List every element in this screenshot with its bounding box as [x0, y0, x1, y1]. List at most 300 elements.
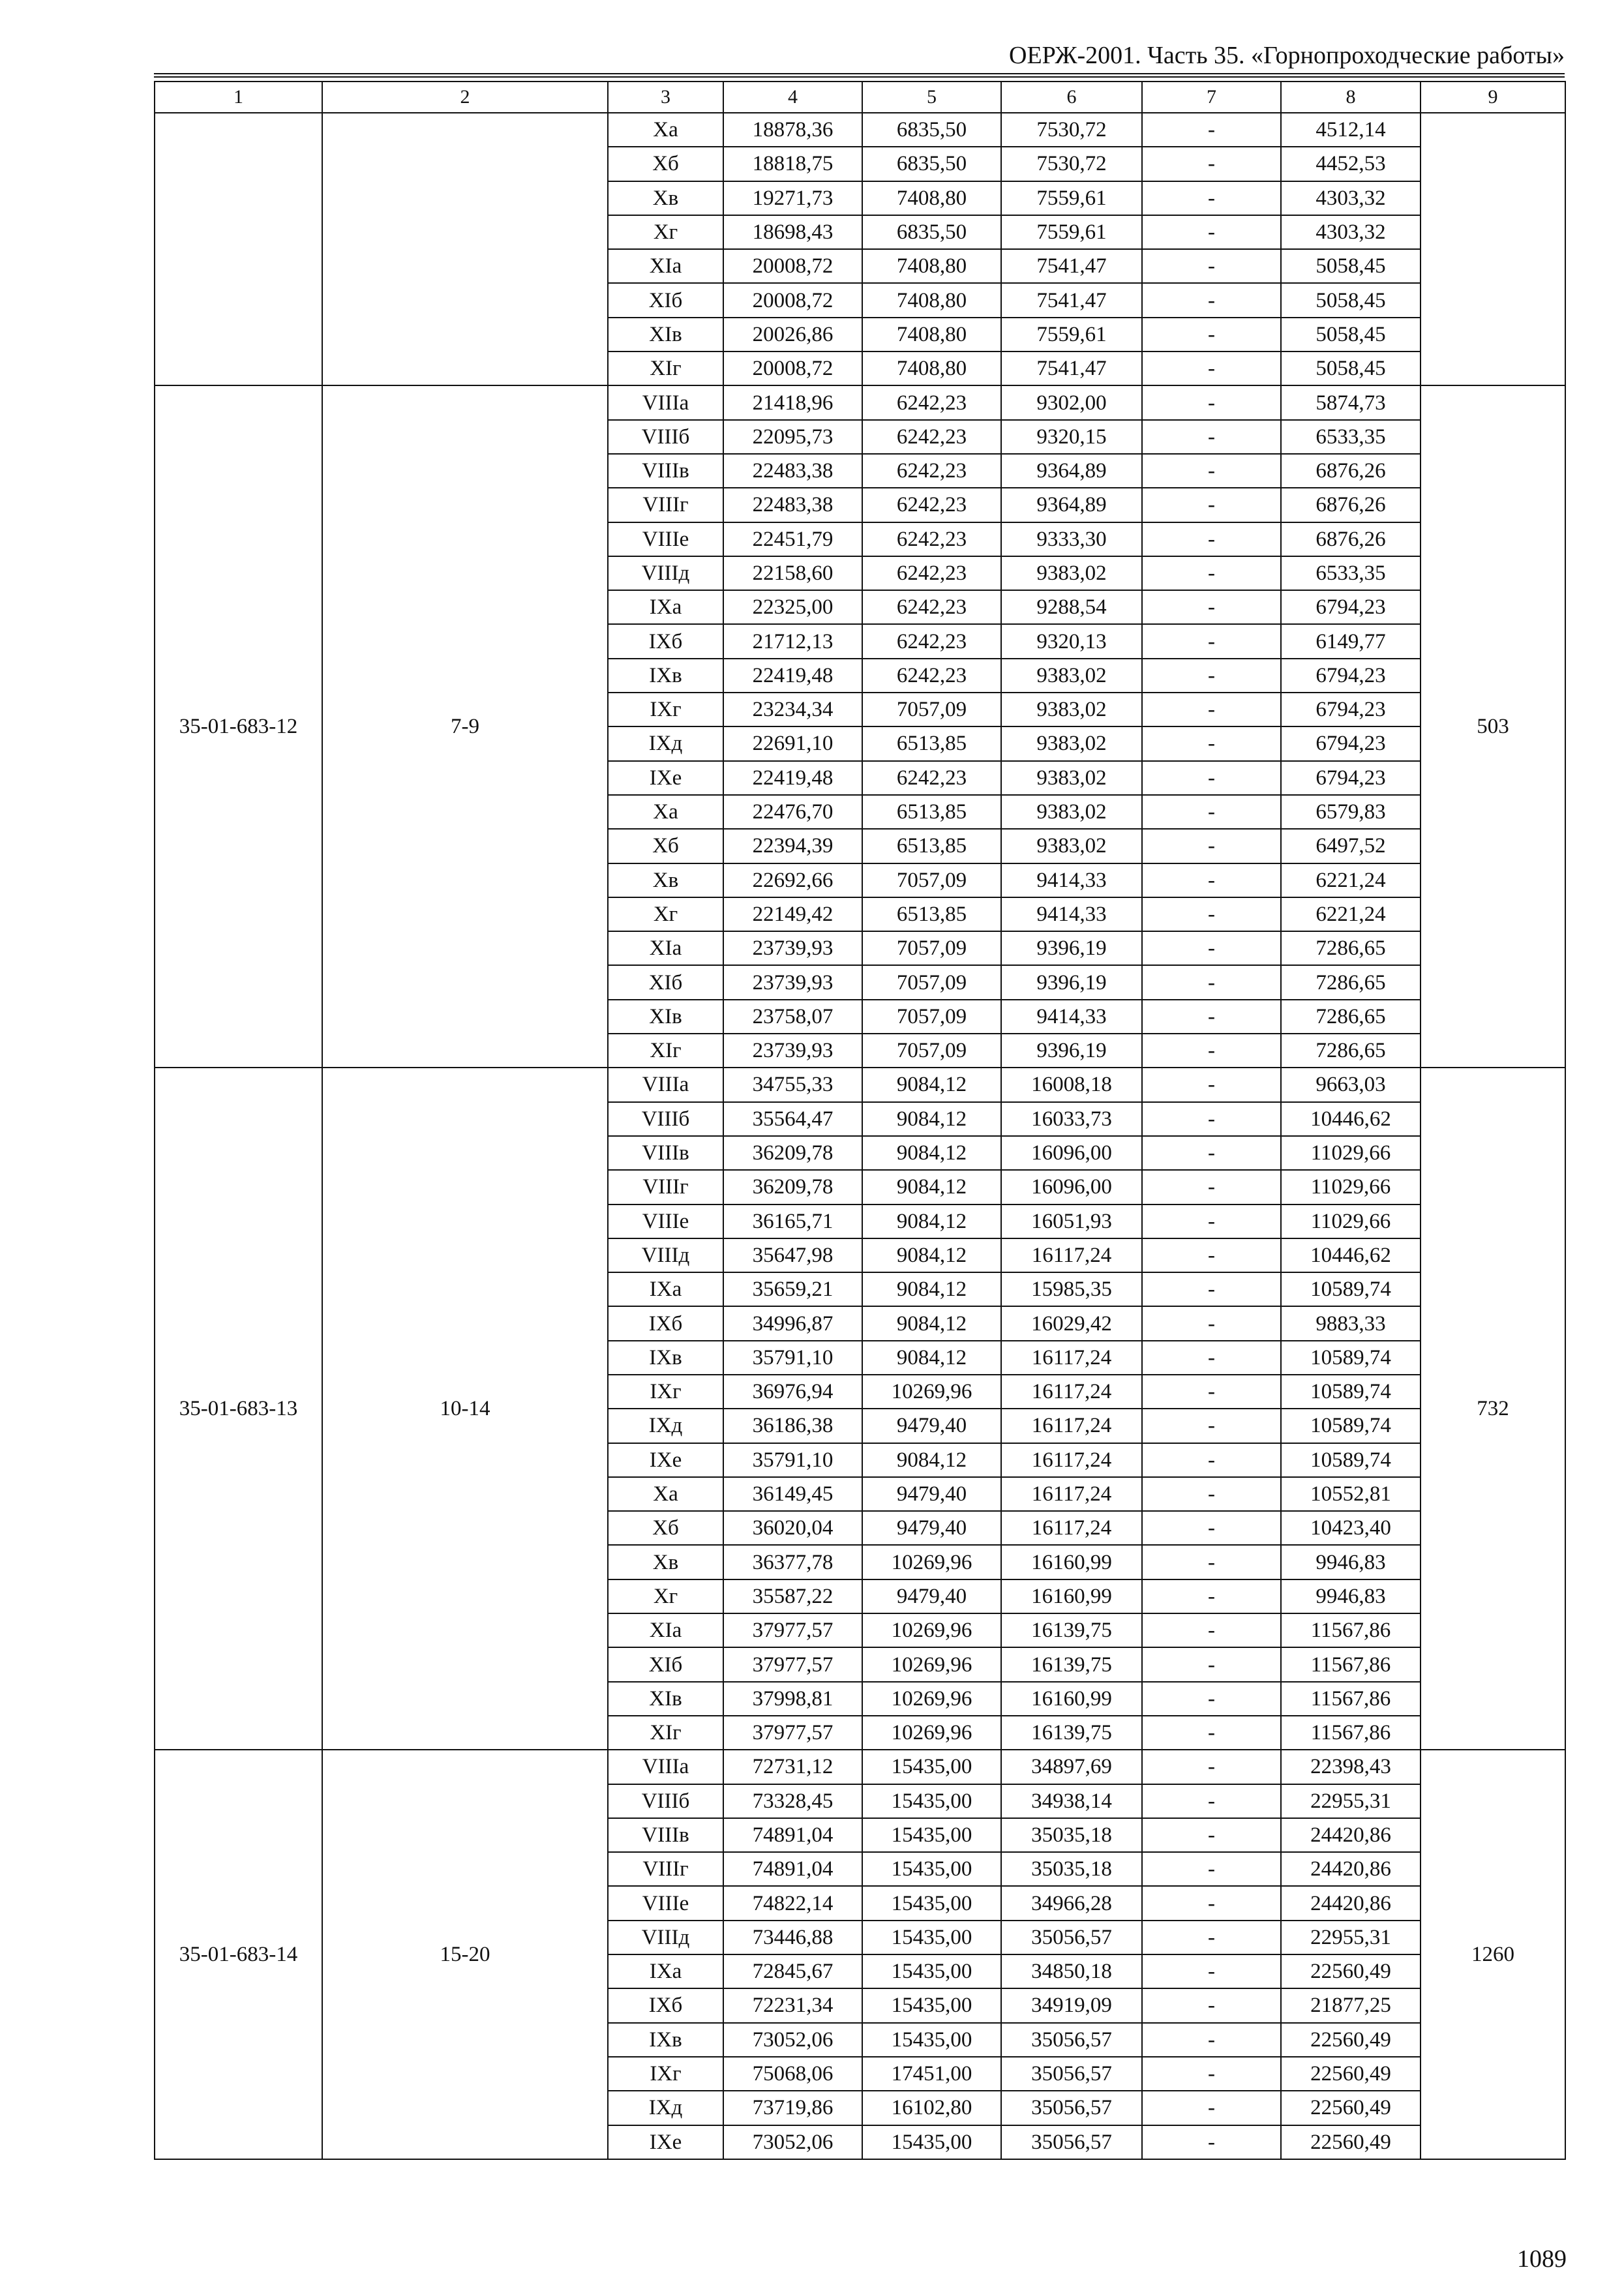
wages-cell: 15435,00 — [862, 1852, 1001, 1886]
range-cell — [322, 113, 608, 385]
wages-cell: 15435,00 — [862, 1784, 1001, 1818]
machines-cell: 9383,02 — [1001, 693, 1142, 726]
wages-cell: 15435,00 — [862, 1818, 1001, 1852]
materials-cell: 6794,23 — [1281, 693, 1421, 726]
total-cost-cell: 75068,06 — [723, 2057, 862, 2091]
machines-cell: 7541,47 — [1001, 283, 1142, 317]
total-cost-cell: 37998,81 — [723, 1682, 862, 1716]
machinists-wages-cell: - — [1142, 488, 1281, 522]
category-cell: IXб — [608, 624, 723, 658]
total-cost-cell: 73719,86 — [723, 2091, 862, 2125]
column9-cell: 1260 — [1421, 1750, 1565, 2159]
wages-cell: 9479,40 — [862, 1409, 1001, 1443]
wages-cell: 9479,40 — [862, 1511, 1001, 1545]
total-cost-cell: 35791,10 — [723, 1341, 862, 1375]
materials-cell: 6794,23 — [1281, 659, 1421, 693]
machines-cell: 7541,47 — [1001, 249, 1142, 283]
range-cell: 10-14 — [322, 1068, 608, 1750]
materials-cell: 10423,40 — [1281, 1511, 1421, 1545]
machinists-wages-cell: - — [1142, 1375, 1281, 1409]
machines-cell: 9396,19 — [1001, 1034, 1142, 1068]
machines-cell: 7530,72 — [1001, 113, 1142, 147]
wages-cell: 7408,80 — [862, 283, 1001, 317]
materials-cell: 5874,73 — [1281, 385, 1421, 419]
category-cell: Xв — [608, 181, 723, 215]
wages-cell: 9084,12 — [862, 1068, 1001, 1101]
wages-cell: 10269,96 — [862, 1375, 1001, 1409]
machines-cell: 7559,61 — [1001, 215, 1142, 249]
category-cell: VIIIд — [608, 556, 723, 590]
category-cell: VIIIг — [608, 1170, 723, 1204]
wages-cell: 7408,80 — [862, 249, 1001, 283]
machines-cell: 9333,30 — [1001, 522, 1142, 556]
total-cost-cell: 22451,79 — [723, 522, 862, 556]
category-cell: IXe — [608, 1443, 723, 1477]
total-cost-cell: 23739,93 — [723, 965, 862, 999]
total-cost-cell: 36976,94 — [723, 1375, 862, 1409]
materials-cell: 6794,23 — [1281, 726, 1421, 760]
materials-cell: 24420,86 — [1281, 1818, 1421, 1852]
wages-cell: 15435,00 — [862, 1921, 1001, 1954]
total-cost-cell: 35659,21 — [723, 1272, 862, 1306]
materials-cell: 10589,74 — [1281, 1409, 1421, 1443]
total-cost-cell: 23739,93 — [723, 1034, 862, 1068]
wages-cell: 7057,09 — [862, 863, 1001, 897]
machines-cell: 16139,75 — [1001, 1613, 1142, 1647]
wages-cell: 9084,12 — [862, 1238, 1001, 1272]
machines-cell: 16117,24 — [1001, 1341, 1142, 1375]
materials-cell: 10589,74 — [1281, 1443, 1421, 1477]
wages-cell: 15435,00 — [862, 2023, 1001, 2057]
machinists-wages-cell: - — [1142, 1988, 1281, 2022]
machinists-wages-cell: - — [1142, 522, 1281, 556]
wages-cell: 6513,85 — [862, 897, 1001, 931]
machinists-wages-cell: - — [1142, 283, 1281, 317]
materials-cell: 11567,86 — [1281, 1682, 1421, 1716]
category-cell: VIIIa — [608, 385, 723, 419]
machinists-wages-cell: - — [1142, 1613, 1281, 1647]
column-number: 2 — [322, 82, 608, 113]
column-number-row — [155, 82, 1565, 113]
machines-cell: 34897,69 — [1001, 1750, 1142, 1784]
materials-cell: 7286,65 — [1281, 931, 1421, 965]
category-cell: IXд — [608, 2091, 723, 2125]
machines-cell: 35056,57 — [1001, 1921, 1142, 1954]
total-cost-cell: 22692,66 — [723, 863, 862, 897]
column-number: 7 — [1142, 82, 1281, 113]
machinists-wages-cell: - — [1142, 1341, 1281, 1375]
machines-cell: 9383,02 — [1001, 829, 1142, 863]
category-cell: Xa — [608, 113, 723, 147]
total-cost-cell: 22483,38 — [723, 488, 862, 522]
machines-cell: 16117,24 — [1001, 1238, 1142, 1272]
total-cost-cell: 37977,57 — [723, 1613, 862, 1647]
total-cost-cell: 18698,43 — [723, 215, 862, 249]
category-cell: VIIIe — [608, 1204, 723, 1238]
machines-cell: 35056,57 — [1001, 2023, 1142, 2057]
category-cell: VIIIa — [608, 1750, 723, 1784]
category-cell: IXa — [608, 1272, 723, 1306]
total-cost-cell: 37977,57 — [723, 1716, 862, 1750]
machinists-wages-cell: - — [1142, 385, 1281, 419]
materials-cell: 9663,03 — [1281, 1068, 1421, 1101]
total-cost-cell: 22149,42 — [723, 897, 862, 931]
column9-cell: 732 — [1421, 1068, 1565, 1750]
total-cost-cell: 36165,71 — [723, 1204, 862, 1238]
materials-cell: 22560,49 — [1281, 2023, 1421, 2057]
machinists-wages-cell: - — [1142, 1750, 1281, 1784]
materials-cell: 6876,26 — [1281, 454, 1421, 488]
machines-cell: 16117,24 — [1001, 1409, 1142, 1443]
materials-cell: 11567,86 — [1281, 1613, 1421, 1647]
wages-cell: 6242,23 — [862, 454, 1001, 488]
machinists-wages-cell: - — [1142, 420, 1281, 454]
wages-cell: 17451,00 — [862, 2057, 1001, 2091]
machines-cell: 16160,99 — [1001, 1545, 1142, 1579]
machines-cell: 16096,00 — [1001, 1170, 1142, 1204]
category-cell: IXб — [608, 1988, 723, 2022]
materials-cell: 22560,49 — [1281, 2125, 1421, 2159]
total-cost-cell: 20008,72 — [723, 283, 862, 317]
category-cell: Xб — [608, 1511, 723, 1545]
table-row — [155, 385, 1565, 419]
wages-cell: 9084,12 — [862, 1102, 1001, 1136]
machines-cell: 9320,13 — [1001, 624, 1142, 658]
category-cell: Xг — [608, 1579, 723, 1613]
machinists-wages-cell: - — [1142, 1409, 1281, 1443]
wages-cell: 10269,96 — [862, 1613, 1001, 1647]
wages-cell: 7057,09 — [862, 1034, 1001, 1068]
machinists-wages-cell: - — [1142, 659, 1281, 693]
table-row — [155, 113, 1565, 147]
range-cell: 15-20 — [322, 1750, 608, 2159]
wages-cell: 10269,96 — [862, 1647, 1001, 1681]
materials-cell: 10589,74 — [1281, 1375, 1421, 1409]
wages-cell: 7408,80 — [862, 318, 1001, 352]
total-cost-cell: 22394,39 — [723, 829, 862, 863]
wages-cell: 9084,12 — [862, 1443, 1001, 1477]
machines-cell: 35056,57 — [1001, 2125, 1142, 2159]
total-cost-cell: 23758,07 — [723, 1000, 862, 1034]
materials-cell: 5058,45 — [1281, 249, 1421, 283]
machines-cell: 9383,02 — [1001, 726, 1142, 760]
category-cell: XIa — [608, 1613, 723, 1647]
machinists-wages-cell: - — [1142, 1477, 1281, 1511]
materials-cell: 10589,74 — [1281, 1341, 1421, 1375]
total-cost-cell: 73446,88 — [723, 1921, 862, 1954]
machinists-wages-cell: - — [1142, 1682, 1281, 1716]
total-cost-cell: 22095,73 — [723, 420, 862, 454]
wages-cell: 6513,85 — [862, 726, 1001, 760]
materials-cell: 9946,83 — [1281, 1579, 1421, 1613]
column-number: 8 — [1281, 82, 1421, 113]
category-cell: IXг — [608, 693, 723, 726]
machines-cell: 16139,75 — [1001, 1647, 1142, 1681]
machines-cell: 16117,24 — [1001, 1375, 1142, 1409]
category-cell: IXa — [608, 1954, 723, 1988]
total-cost-cell: 72231,34 — [723, 1988, 862, 2022]
machines-cell: 9396,19 — [1001, 965, 1142, 999]
wages-cell: 6835,50 — [862, 147, 1001, 181]
total-cost-cell: 35587,22 — [723, 1579, 862, 1613]
total-cost-cell: 36149,45 — [723, 1477, 862, 1511]
total-cost-cell: 18878,36 — [723, 113, 862, 147]
materials-cell: 24420,86 — [1281, 1886, 1421, 1920]
category-cell: IXг — [608, 2057, 723, 2091]
materials-cell: 6149,77 — [1281, 624, 1421, 658]
machinists-wages-cell: - — [1142, 1852, 1281, 1886]
category-cell: Xб — [608, 147, 723, 181]
materials-cell: 5058,45 — [1281, 318, 1421, 352]
total-cost-cell: 22419,48 — [723, 761, 862, 795]
machines-cell: 34938,14 — [1001, 1784, 1142, 1818]
materials-cell: 4512,14 — [1281, 113, 1421, 147]
machinists-wages-cell: - — [1142, 1306, 1281, 1340]
machines-cell: 9383,02 — [1001, 761, 1142, 795]
total-cost-cell: 73328,45 — [723, 1784, 862, 1818]
rates-table — [154, 81, 1566, 2160]
wages-cell: 6242,23 — [862, 420, 1001, 454]
machines-cell: 9383,02 — [1001, 659, 1142, 693]
category-cell: VIIIб — [608, 420, 723, 454]
machinists-wages-cell: - — [1142, 590, 1281, 624]
total-cost-cell: 74891,04 — [723, 1852, 862, 1886]
materials-cell: 6533,35 — [1281, 556, 1421, 590]
category-cell: VIIIa — [608, 1068, 723, 1101]
wages-cell: 6242,23 — [862, 624, 1001, 658]
total-cost-cell: 35647,98 — [723, 1238, 862, 1272]
machinists-wages-cell: - — [1142, 2091, 1281, 2125]
column-number: 1 — [155, 82, 322, 113]
materials-cell: 22955,31 — [1281, 1921, 1421, 1954]
machines-cell: 7530,72 — [1001, 147, 1142, 181]
machines-cell: 35056,57 — [1001, 2091, 1142, 2125]
materials-cell: 10552,81 — [1281, 1477, 1421, 1511]
column9-cell: 503 — [1421, 385, 1565, 1068]
materials-cell: 6876,26 — [1281, 488, 1421, 522]
category-cell: VIIIe — [608, 522, 723, 556]
category-cell: Xa — [608, 795, 723, 829]
machinists-wages-cell: - — [1142, 1511, 1281, 1545]
total-cost-cell: 22419,48 — [723, 659, 862, 693]
wages-cell: 6242,23 — [862, 590, 1001, 624]
total-cost-cell: 34996,87 — [723, 1306, 862, 1340]
column-number: 5 — [862, 82, 1001, 113]
machinists-wages-cell: - — [1142, 931, 1281, 965]
wages-cell: 10269,96 — [862, 1716, 1001, 1750]
materials-cell: 7286,65 — [1281, 1000, 1421, 1034]
category-cell: IXг — [608, 1375, 723, 1409]
category-cell: XIв — [608, 1000, 723, 1034]
total-cost-cell: 35564,47 — [723, 1102, 862, 1136]
category-cell: VIIIe — [608, 1886, 723, 1920]
column-number: 6 — [1001, 82, 1142, 113]
machinists-wages-cell: - — [1142, 1034, 1281, 1068]
rate-code-cell: 35-01-683-12 — [155, 385, 322, 1068]
materials-cell: 22560,49 — [1281, 2091, 1421, 2125]
rate-code-cell: 35-01-683-14 — [155, 1750, 322, 2159]
column-number: 9 — [1421, 82, 1565, 113]
wages-cell: 10269,96 — [862, 1682, 1001, 1716]
category-cell: IXв — [608, 2023, 723, 2057]
category-cell: XIг — [608, 1034, 723, 1068]
total-cost-cell: 36209,78 — [723, 1136, 862, 1170]
wages-cell: 15435,00 — [862, 1954, 1001, 1988]
wages-cell: 6835,50 — [862, 113, 1001, 147]
machinists-wages-cell: - — [1142, 113, 1281, 147]
wages-cell: 7057,09 — [862, 1000, 1001, 1034]
total-cost-cell: 20008,72 — [723, 249, 862, 283]
machinists-wages-cell: - — [1142, 1545, 1281, 1579]
machinists-wages-cell: - — [1142, 454, 1281, 488]
wages-cell: 9084,12 — [862, 1170, 1001, 1204]
category-cell: Xв — [608, 1545, 723, 1579]
wages-cell: 15435,00 — [862, 1750, 1001, 1784]
total-cost-cell: 36020,04 — [723, 1511, 862, 1545]
wages-cell: 15435,00 — [862, 1886, 1001, 1920]
wages-cell: 7057,09 — [862, 931, 1001, 965]
machinists-wages-cell: - — [1142, 897, 1281, 931]
machinists-wages-cell: - — [1142, 726, 1281, 760]
machinists-wages-cell: - — [1142, 1921, 1281, 1954]
total-cost-cell: 74822,14 — [723, 1886, 862, 1920]
table-row — [155, 1068, 1565, 1101]
wages-cell: 7057,09 — [862, 965, 1001, 999]
machines-cell: 9320,15 — [1001, 420, 1142, 454]
total-cost-cell: 73052,06 — [723, 2125, 862, 2159]
wages-cell: 6242,23 — [862, 761, 1001, 795]
category-cell: Xг — [608, 897, 723, 931]
column-number: 4 — [723, 82, 862, 113]
total-cost-cell: 18818,75 — [723, 147, 862, 181]
machines-cell: 7559,61 — [1001, 181, 1142, 215]
total-cost-cell: 21712,13 — [723, 624, 862, 658]
total-cost-cell: 20026,86 — [723, 318, 862, 352]
category-cell: XIa — [608, 249, 723, 283]
materials-cell: 5058,45 — [1281, 352, 1421, 385]
total-cost-cell: 22483,38 — [723, 454, 862, 488]
machines-cell: 16029,42 — [1001, 1306, 1142, 1340]
machines-cell: 9383,02 — [1001, 795, 1142, 829]
total-cost-cell: 36377,78 — [723, 1545, 862, 1579]
machines-cell: 16117,24 — [1001, 1443, 1142, 1477]
wages-cell: 9084,12 — [862, 1272, 1001, 1306]
machines-cell: 7559,61 — [1001, 318, 1142, 352]
machinists-wages-cell: - — [1142, 1647, 1281, 1681]
materials-cell: 6876,26 — [1281, 522, 1421, 556]
machines-cell: 9414,33 — [1001, 1000, 1142, 1034]
machines-cell: 16117,24 — [1001, 1511, 1142, 1545]
materials-cell: 6221,24 — [1281, 897, 1421, 931]
machinists-wages-cell: - — [1142, 1954, 1281, 1988]
machinists-wages-cell: - — [1142, 1136, 1281, 1170]
machinists-wages-cell: - — [1142, 863, 1281, 897]
category-cell: XIв — [608, 1682, 723, 1716]
header-double-rule — [154, 73, 1565, 78]
machinists-wages-cell: - — [1142, 1238, 1281, 1272]
machinists-wages-cell: - — [1142, 1102, 1281, 1136]
category-cell: XIб — [608, 1647, 723, 1681]
category-cell: Xг — [608, 215, 723, 249]
category-cell: IXa — [608, 590, 723, 624]
wages-cell: 9084,12 — [862, 1341, 1001, 1375]
wages-cell: 9084,12 — [862, 1204, 1001, 1238]
materials-cell: 4303,32 — [1281, 181, 1421, 215]
machines-cell: 16139,75 — [1001, 1716, 1142, 1750]
page-number: 1089 — [1517, 2245, 1567, 2273]
materials-cell: 22398,43 — [1281, 1750, 1421, 1784]
machinists-wages-cell: - — [1142, 1443, 1281, 1477]
category-cell: VIIIг — [608, 488, 723, 522]
total-cost-cell: 22325,00 — [723, 590, 862, 624]
machinists-wages-cell: - — [1142, 215, 1281, 249]
total-cost-cell: 21418,96 — [723, 385, 862, 419]
rate-code-cell: 35-01-683-13 — [155, 1068, 322, 1750]
materials-cell: 6579,83 — [1281, 795, 1421, 829]
category-cell: XIг — [608, 1716, 723, 1750]
machinists-wages-cell: - — [1142, 1716, 1281, 1750]
total-cost-cell: 23234,34 — [723, 693, 862, 726]
materials-cell: 7286,65 — [1281, 1034, 1421, 1068]
table-row — [155, 1750, 1565, 1784]
machines-cell: 16008,18 — [1001, 1068, 1142, 1101]
category-cell: VIIIб — [608, 1102, 723, 1136]
wages-cell: 15435,00 — [862, 2125, 1001, 2159]
total-cost-cell: 73052,06 — [723, 2023, 862, 2057]
category-cell: IXe — [608, 2125, 723, 2159]
category-cell: IXд — [608, 1409, 723, 1443]
total-cost-cell: 19271,73 — [723, 181, 862, 215]
machinists-wages-cell: - — [1142, 2023, 1281, 2057]
range-cell: 7-9 — [322, 385, 608, 1068]
machinists-wages-cell: - — [1142, 1000, 1281, 1034]
materials-cell: 7286,65 — [1281, 965, 1421, 999]
machinists-wages-cell: - — [1142, 181, 1281, 215]
machines-cell: 16051,93 — [1001, 1204, 1142, 1238]
wages-cell: 9479,40 — [862, 1477, 1001, 1511]
wages-cell: 6242,23 — [862, 488, 1001, 522]
wages-cell: 6513,85 — [862, 829, 1001, 863]
machinists-wages-cell: - — [1142, 1579, 1281, 1613]
wages-cell: 15435,00 — [862, 1988, 1001, 2022]
total-cost-cell: 74891,04 — [723, 1818, 862, 1852]
materials-cell: 22560,49 — [1281, 1954, 1421, 1988]
machinists-wages-cell: - — [1142, 249, 1281, 283]
materials-cell: 4452,53 — [1281, 147, 1421, 181]
materials-cell: 10446,62 — [1281, 1238, 1421, 1272]
total-cost-cell: 22691,10 — [723, 726, 862, 760]
wages-cell: 10269,96 — [862, 1545, 1001, 1579]
materials-cell: 6497,52 — [1281, 829, 1421, 863]
materials-cell: 4303,32 — [1281, 215, 1421, 249]
machines-cell: 16160,99 — [1001, 1579, 1142, 1613]
materials-cell: 6794,23 — [1281, 761, 1421, 795]
machines-cell: 16096,00 — [1001, 1136, 1142, 1170]
materials-cell: 6794,23 — [1281, 590, 1421, 624]
materials-cell: 10446,62 — [1281, 1102, 1421, 1136]
machinists-wages-cell: - — [1142, 761, 1281, 795]
machinists-wages-cell: - — [1142, 352, 1281, 385]
wages-cell: 6242,23 — [862, 659, 1001, 693]
machinists-wages-cell: - — [1142, 795, 1281, 829]
category-cell: IXв — [608, 1341, 723, 1375]
column9-cell — [1421, 113, 1565, 385]
category-cell: IXд — [608, 726, 723, 760]
machines-cell: 16117,24 — [1001, 1477, 1142, 1511]
category-cell: VIIIб — [608, 1784, 723, 1818]
machinists-wages-cell: - — [1142, 624, 1281, 658]
machines-cell: 35035,18 — [1001, 1852, 1142, 1886]
